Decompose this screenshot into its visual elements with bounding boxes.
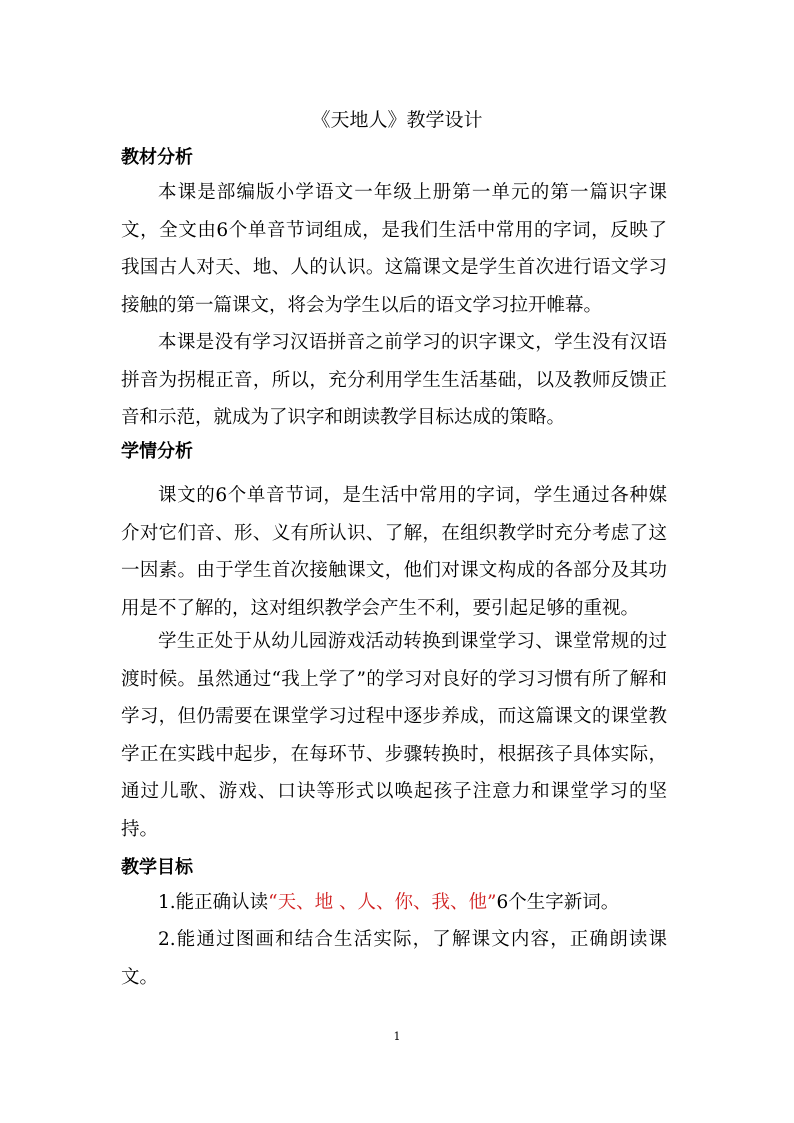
paragraph: 本课是部编版小学语文一年级上册第一单元的第一篇识字课文，全文由6个单音节词组成，是我们生活中常用的字词，反映了我国古人对天、地、人的认识。这篇课文是学生首次进行语文学习接触的第一篇课文，将会为学生以后的语文学习拉开帷幕。: [121, 182, 667, 316]
page-number: 1: [393, 1030, 401, 1043]
section-heading-student-analysis: 学情分析: [121, 441, 193, 462]
section-heading-teaching-goals: 教学目标: [121, 857, 193, 878]
goal-text: 6个生字新词。: [496, 892, 620, 913]
paragraph: 课文的6个单音节词，是生活中常用的字词，学生通过各种媒介对它们音、形、义有所认识、了解，在组织教学时充分考虑了这一因素。由于学生首次接触课文，他们对课文构成的各部分及其功用是不了解的，这对组织教学会产生不利，要引起足够的重视。: [121, 485, 667, 619]
goal-item-2: 2.能通过图画和结合生活实际，了解课文内容，正确朗读课文。: [121, 929, 667, 988]
document-title: 《天地人》教学设计: [311, 109, 483, 131]
paragraph: 学生正处于从幼儿园游戏活动转换到课堂学习、课堂常规的过渡时候。虽然通过“我上学了”的学习对良好的学习习惯有所了解和学习，但仍需要在课堂学习过程中逐步养成，而这篇课文的课堂教学正在实践中起步，在每环节、步骤转换时，根据孩子具体实际，通过儿歌、游戏、口诀等形式以唤起孩子注意力和课堂学习的坚持。: [121, 631, 667, 840]
paragraph: 本课是没有学习汉语拼音之前学习的识字课文，学生没有汉语拼音为拐棍正音，所以，充分利用学生生活基础，以及教师反馈正音和示范，就成为了识字和朗读教学目标达成的策略。: [121, 332, 667, 428]
goal-item-1: [121, 884, 667, 922]
section-heading-textbook-analysis: 教材分析: [121, 147, 193, 168]
highlighted-characters: “天、地 、人、你、我、他”: [268, 892, 497, 913]
goal-text: 1.能正确认读: [158, 892, 269, 913]
